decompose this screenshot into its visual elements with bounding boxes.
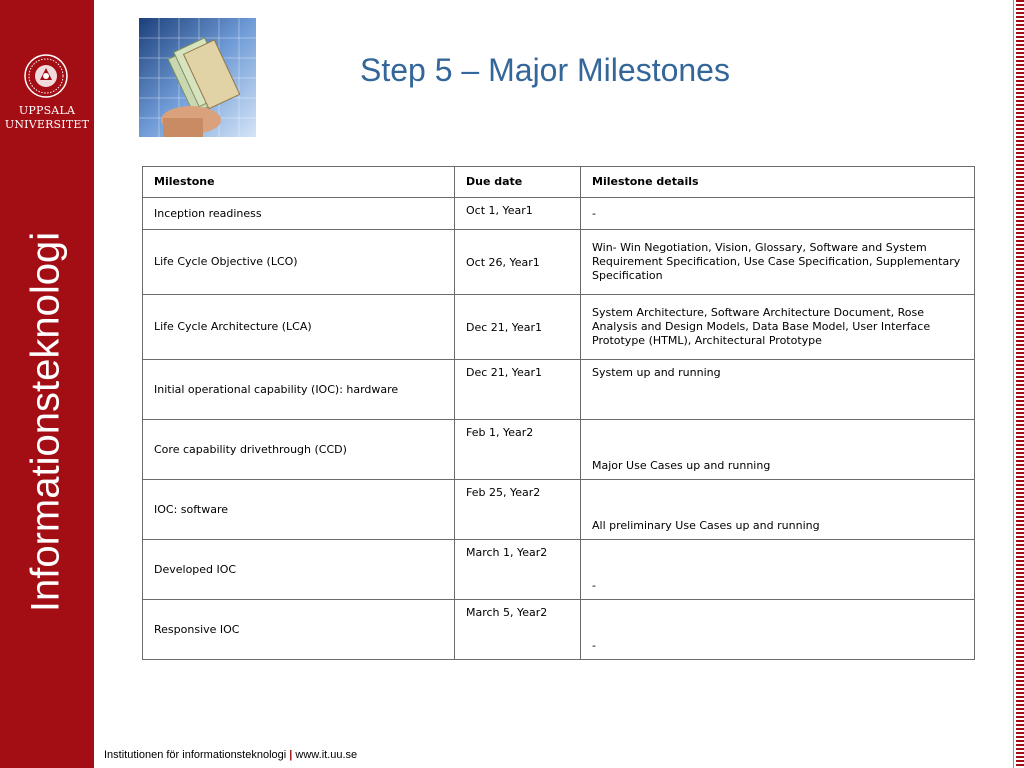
- header-milestone: Milestone: [143, 167, 455, 198]
- milestone-cell: Inception readiness: [143, 198, 455, 230]
- right-divider-line: [1013, 0, 1014, 768]
- due-date-cell: March 5, Year2: [455, 600, 581, 660]
- table-row: [143, 480, 975, 540]
- milestone-cell: Developed IOC: [143, 540, 455, 600]
- milestone-cell: IOC: software: [143, 480, 455, 540]
- due-date-cell: Oct 26, Year1: [455, 230, 581, 295]
- university-seal-icon: [24, 54, 68, 98]
- header-milestone-details: Milestone details: [581, 167, 975, 198]
- footer: [104, 749, 357, 761]
- table-row: [143, 420, 975, 480]
- milestones-table: [142, 166, 975, 660]
- milestone-cell: Life Cycle Architecture (LCA): [143, 295, 455, 360]
- table-row: [143, 360, 975, 420]
- due-date-cell: March 1, Year2: [455, 540, 581, 600]
- table-row: [143, 540, 975, 600]
- details-cell: All preliminary Use Cases up and running: [581, 480, 975, 540]
- details-cell: -: [581, 600, 975, 660]
- university-name-line2: UNIVERSITET: [4, 118, 90, 131]
- university-name-line1: UPPSALA: [18, 104, 76, 117]
- due-date-cell: Feb 25, Year2: [455, 480, 581, 540]
- details-cell: -: [581, 540, 975, 600]
- table-row: [143, 600, 975, 660]
- milestones-table-wrapper: [142, 166, 975, 660]
- due-date-cell: Dec 21, Year1: [455, 360, 581, 420]
- details-cell: -: [581, 198, 975, 230]
- milestone-cell: Core capability drivethrough (CCD): [143, 420, 455, 480]
- footer-url-link[interactable]: www.it.uu.se: [295, 749, 358, 761]
- details-cell: Win- Win Negotiation, Vision, Glossary, Software and System Requirement Specification, Use Case Specification, Supplementary Specification: [581, 230, 975, 295]
- university-sidebar: [0, 0, 94, 768]
- slide-title: Step 5 – Major Milestones: [360, 52, 730, 88]
- due-date-cell: Dec 21, Year1: [455, 295, 581, 360]
- milestone-cell: Initial operational capability (IOC): hardware: [143, 360, 455, 420]
- right-decorative-stripe: [1016, 0, 1024, 768]
- header-due-date: Due date: [455, 167, 581, 198]
- due-date-cell: Feb 1, Year2: [455, 420, 581, 480]
- table-row: [143, 198, 975, 230]
- department-vertical-label: Informationsteknologi: [23, 231, 68, 613]
- due-date-cell: Oct 1, Year1: [455, 198, 581, 230]
- milestone-cell: Responsive IOC: [143, 600, 455, 660]
- table-header-row: [143, 167, 975, 198]
- footer-separator: |: [289, 749, 293, 761]
- details-cell: System Architecture, Software Architecture Document, Rose Analysis and Design Models, Data Base Model, User Interface Prototype (HTML), Architectural Prototype: [581, 295, 975, 360]
- money-hand-photo: [139, 18, 256, 137]
- university-name: [0, 104, 94, 132]
- details-cell: Major Use Cases up and running: [581, 420, 975, 480]
- table-row: [143, 295, 975, 360]
- milestone-cell: Life Cycle Objective (LCO): [143, 230, 455, 295]
- footer-department: Institutionen för informationsteknologi: [104, 749, 287, 761]
- table-row: [143, 230, 975, 295]
- details-cell: System up and running: [581, 360, 975, 420]
